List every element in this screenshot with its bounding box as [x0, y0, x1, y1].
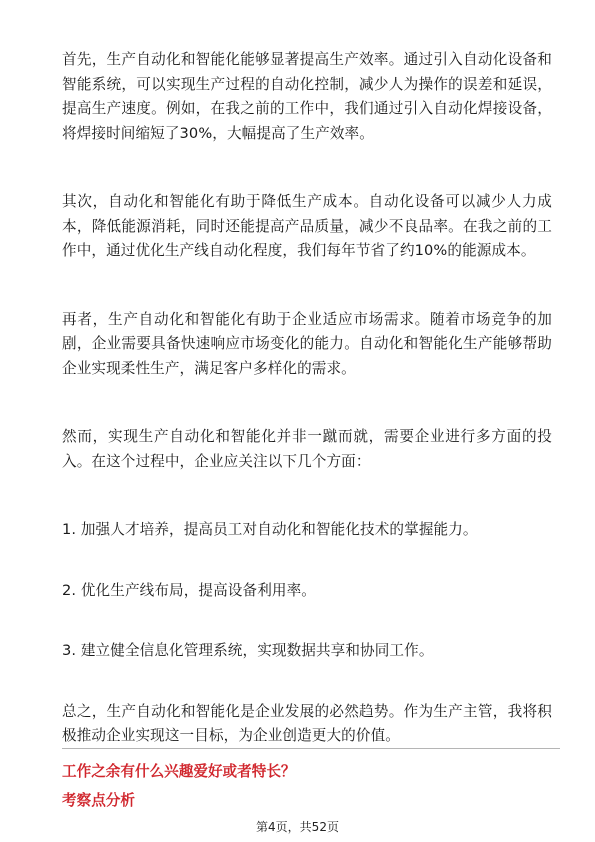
paragraph-market: 再者，生产自动化和智能化有助于企业适应市场需求。随着市场竞争的加剧，企业需要具备快速响应市场变化的能力。自动化和智能化生产能够帮助企业实现柔性生产，满足客户多样化的需求。	[62, 310, 552, 377]
analysis-heading: 考察点分析	[62, 792, 135, 809]
paragraph-cost: 其次，自动化和智能化有助于降低生产成本。自动化设备可以减少人力成本，降低能源消耗，同时还能提高产品质量，减少不良品率。在我之前的工作中，通过优化生产线自动化程度，我们每年节省了约10%的能源成本。	[62, 193, 552, 259]
paragraph-efficiency: 首先，生产自动化和智能化能够显著提高生产效率。通过引入自动化设备和智能系统，可以实现生产过程的自动化控制，减少人为操作的误差和延误，提高生产速度。例如，在我之前的工作中，我们通过引入自动化焊接设备，将焊接时间缩短了30%，大幅提高了生产效率。	[62, 51, 552, 142]
list-item-layout: 2. 优化生产线布局，提高设备利用率。	[62, 581, 316, 599]
list-item-info-system: 3. 建立健全信息化管理系统，实现数据共享和协同工作。	[62, 642, 434, 659]
paragraph-conclusion: 总之，生产自动化和智能化是企业发展的必然趋势。作为生产主管，我将积极推动企业实现这一目标，为企业创造更大的价值。	[62, 702, 552, 744]
section-divider	[62, 748, 560, 749]
list-item-talent: 1. 加强人才培养，提高员工对自动化和智能化技术的掌握能力。	[62, 521, 478, 538]
question-heading: 工作之余有什么兴趣爱好或者特长？	[62, 763, 296, 780]
paragraph-investment: 然而，实现生产自动化和智能化并非一蹴而就，需要企业进行多方面的投入。在这个过程中，企业应关注以下几个方面：	[62, 428, 552, 470]
page-number: 第4页，共52页	[256, 820, 339, 834]
document-body	[62, 48, 552, 793]
